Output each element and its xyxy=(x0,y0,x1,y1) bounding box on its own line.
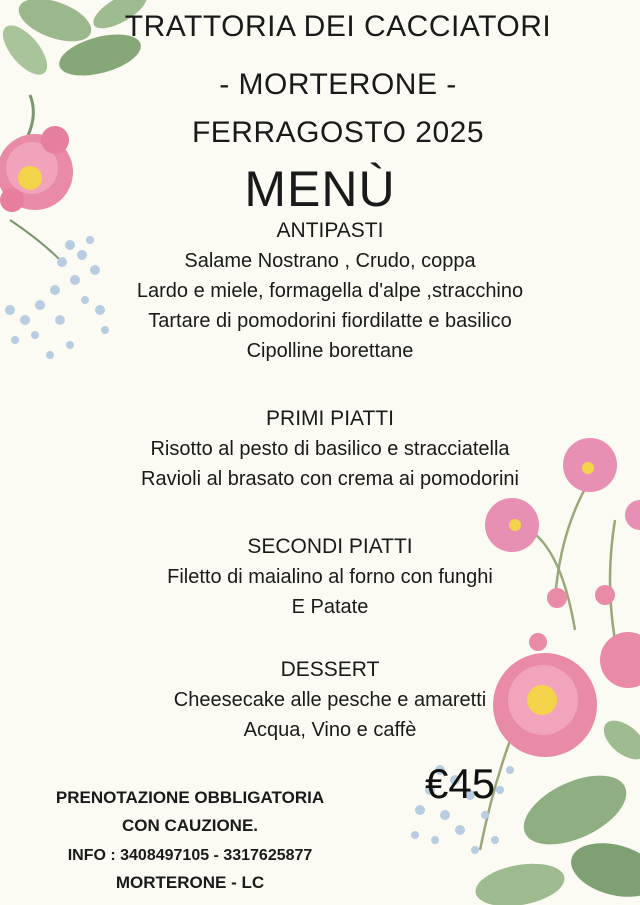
restaurant-name: TRATTORIA DEI CACCIATORI xyxy=(124,10,552,43)
section-primi-piatti xyxy=(0,404,640,494)
anemone-flower-edge xyxy=(625,500,640,530)
section-title: SECONDI PIATTI xyxy=(247,535,413,558)
section-dessert xyxy=(0,655,640,745)
event-title: FERRAGOSTO 2025 xyxy=(191,116,485,149)
menu-price: €45 xyxy=(425,760,496,807)
menu-item: Cipolline borettane xyxy=(246,340,414,362)
menu-item: Salame Nostrano , Crudo, coppa xyxy=(184,250,476,272)
menu-item: Acqua, Vino e caffè xyxy=(243,719,417,741)
menu-item: Cheesecake alle pesche e amaretti xyxy=(173,689,487,711)
menu-title: MENÙ xyxy=(244,161,396,217)
section-secondi-piatti xyxy=(0,532,640,622)
menu-item: Filetto di maialino al forno con funghi xyxy=(167,566,493,588)
footer-location: MORTERONE - LC xyxy=(115,873,265,892)
section-antipasti xyxy=(0,216,640,366)
section-title: ANTIPASTI xyxy=(276,219,384,242)
menu-item: Lardo e miele, formagella d'alpe ,stracchino xyxy=(136,280,524,302)
section-title: PRIMI PIATTI xyxy=(266,407,394,430)
reservation-notice: PRENOTAZIONE OBBLIGATORIA xyxy=(55,788,325,807)
location-title: - MORTERONE - xyxy=(219,68,457,101)
menu-item: Risotto al pesto di basilico e stracciatella xyxy=(150,438,510,460)
menu-item: E Patate xyxy=(291,596,369,618)
section-title: DESSERT xyxy=(280,658,380,681)
menu-item: Ravioli al brasato con crema ai pomodorini xyxy=(141,468,519,490)
deposit-notice: CON CAUZIONE. xyxy=(122,816,258,835)
contact-info: INFO : 3408497105 - 3317625877 xyxy=(67,847,313,864)
menu-item: Tartare di pomodorini fiordilatte e basilico xyxy=(148,310,512,332)
